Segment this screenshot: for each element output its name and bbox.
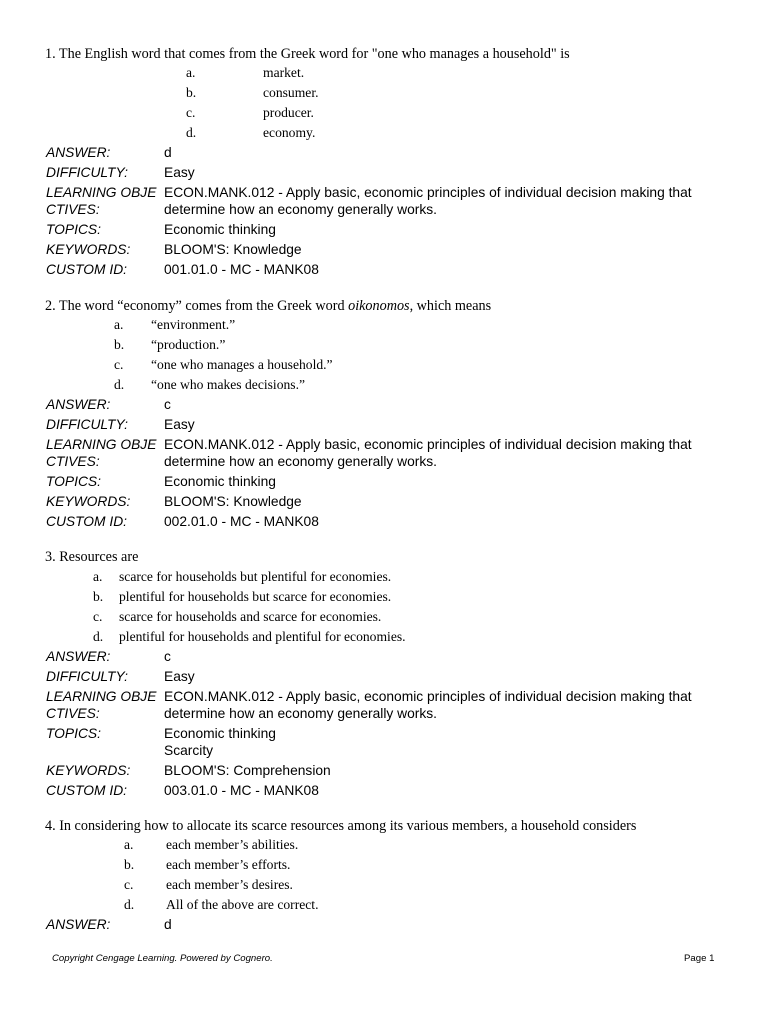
option-text: All of the above are correct. bbox=[166, 897, 319, 912]
option-letter: d. bbox=[93, 629, 104, 644]
answer-label: ANSWER: bbox=[46, 649, 111, 664]
answer-value: c bbox=[164, 649, 171, 664]
answer-value: c bbox=[164, 397, 171, 412]
keywords-label: KEYWORDS: bbox=[46, 494, 131, 509]
difficulty-value: Easy bbox=[164, 417, 195, 432]
option-letter: a. bbox=[124, 837, 134, 852]
answer-label: ANSWER: bbox=[46, 145, 111, 160]
custom-id-label: CUSTOM ID: bbox=[46, 262, 127, 277]
option-letter: a. bbox=[186, 65, 196, 80]
option-letter: c. bbox=[124, 877, 134, 892]
custom-id-label: CUSTOM ID: bbox=[46, 783, 127, 798]
custom-id-label: CUSTOM ID: bbox=[46, 514, 127, 529]
option-text: “one who manages a household.” bbox=[151, 357, 333, 372]
objectives-label-line-1: LEARNING OBJE bbox=[46, 437, 157, 452]
custom-id-value: 001.01.0 - MC - MANK08 bbox=[164, 262, 319, 277]
option-letter: b. bbox=[124, 857, 135, 872]
topics-label: TOPICS: bbox=[46, 726, 101, 741]
footer-copyright: Copyright Cengage Learning. Powered by Cognero. bbox=[52, 953, 273, 964]
topics-label: TOPICS: bbox=[46, 474, 101, 489]
option-text: “production.” bbox=[151, 337, 226, 352]
question-stem-greek-word: oikonomos bbox=[348, 298, 410, 314]
keywords-label: KEYWORDS: bbox=[46, 242, 131, 257]
objectives-label-line-2: CTIVES: bbox=[46, 454, 100, 469]
option-letter: a. bbox=[93, 569, 103, 584]
objectives-value-line-2: determine how an economy generally works. bbox=[164, 454, 438, 469]
option-text: “one who makes decisions.” bbox=[151, 377, 306, 392]
topics-label: TOPICS: bbox=[46, 222, 101, 237]
topics-value-line-1: Economic thinking bbox=[164, 726, 276, 741]
objectives-value-line-1: ECON.MANK.012 - Apply basic, economic principles of individual decision making that bbox=[164, 185, 692, 200]
difficulty-label: DIFFICULTY: bbox=[46, 669, 129, 684]
objectives-value-line-2: determine how an economy generally works. bbox=[164, 706, 438, 721]
custom-id-value: 002.01.0 - MC - MANK08 bbox=[164, 514, 319, 529]
option-text: plentiful for households and plentiful for economies. bbox=[119, 629, 406, 644]
option-text: plentiful for households but scarce for economies. bbox=[119, 589, 392, 604]
objectives-value-line-1: ECON.MANK.012 - Apply basic, economic principles of individual decision making that bbox=[164, 689, 692, 704]
option-letter: d. bbox=[186, 125, 197, 140]
keywords-label: KEYWORDS: bbox=[46, 763, 131, 778]
difficulty-label: DIFFICULTY: bbox=[46, 417, 129, 432]
difficulty-value: Easy bbox=[164, 669, 195, 684]
option-letter: d. bbox=[114, 377, 125, 392]
topics-value: Economic thinking bbox=[164, 474, 276, 489]
option-letter: c. bbox=[114, 357, 124, 372]
option-text: “environment.” bbox=[151, 317, 236, 332]
footer-page-number: Page 1 bbox=[684, 953, 715, 964]
objectives-label-line-2: CTIVES: bbox=[46, 706, 100, 721]
question-stem: 4. In considering how to allocate its scarce resources among its various members, a household considers bbox=[45, 818, 637, 834]
option-text: market. bbox=[263, 65, 305, 80]
option-text: consumer. bbox=[263, 85, 319, 100]
option-text: scarce for households but plentiful for economies. bbox=[119, 569, 392, 584]
topics-value-line-2: Scarcity bbox=[164, 743, 214, 758]
question-stem-end: , which means bbox=[409, 298, 492, 314]
objectives-label-line-2: CTIVES: bbox=[46, 202, 100, 217]
topics-value: Economic thinking bbox=[164, 222, 276, 237]
option-letter: b. bbox=[93, 589, 104, 604]
option-text: scarce for households and scarce for economies. bbox=[119, 609, 382, 624]
difficulty-label: DIFFICULTY: bbox=[46, 165, 129, 180]
option-letter: b. bbox=[114, 337, 125, 352]
answer-label: ANSWER: bbox=[46, 397, 111, 412]
difficulty-value: Easy bbox=[164, 165, 195, 180]
option-letter: c. bbox=[186, 105, 196, 120]
keywords-value: BLOOM'S: Knowledge bbox=[164, 242, 302, 257]
question-stem-start: 2. The word “economy” comes from the Greek word bbox=[45, 298, 349, 314]
option-letter: a. bbox=[114, 317, 124, 332]
question-stem: 1. The English word that comes from the Greek word for "one who manages a household" is bbox=[45, 46, 570, 62]
objectives-value-line-2: determine how an economy generally works. bbox=[164, 202, 438, 217]
keywords-value: BLOOM'S: Comprehension bbox=[164, 763, 331, 778]
option-text: each member’s abilities. bbox=[166, 837, 299, 852]
option-letter: b. bbox=[186, 85, 197, 100]
option-letter: d. bbox=[124, 897, 135, 912]
keywords-value: BLOOM'S: Knowledge bbox=[164, 494, 302, 509]
answer-label: ANSWER: bbox=[46, 917, 111, 932]
option-letter: c. bbox=[93, 609, 103, 624]
option-text: each member’s desires. bbox=[166, 877, 293, 892]
objectives-label-line-1: LEARNING OBJE bbox=[46, 185, 157, 200]
objectives-label-line-1: LEARNING OBJE bbox=[46, 689, 157, 704]
answer-value: d bbox=[164, 145, 172, 160]
question-stem: 3. Resources are bbox=[45, 549, 139, 565]
custom-id-value: 003.01.0 - MC - MANK08 bbox=[164, 783, 319, 798]
option-text: each member’s efforts. bbox=[166, 857, 291, 872]
option-text: producer. bbox=[263, 105, 314, 120]
option-text: economy. bbox=[263, 125, 316, 140]
question-stem bbox=[45, 298, 491, 315]
answer-value: d bbox=[164, 917, 172, 932]
objectives-value-line-1: ECON.MANK.012 - Apply basic, economic principles of individual decision making that bbox=[164, 437, 692, 452]
